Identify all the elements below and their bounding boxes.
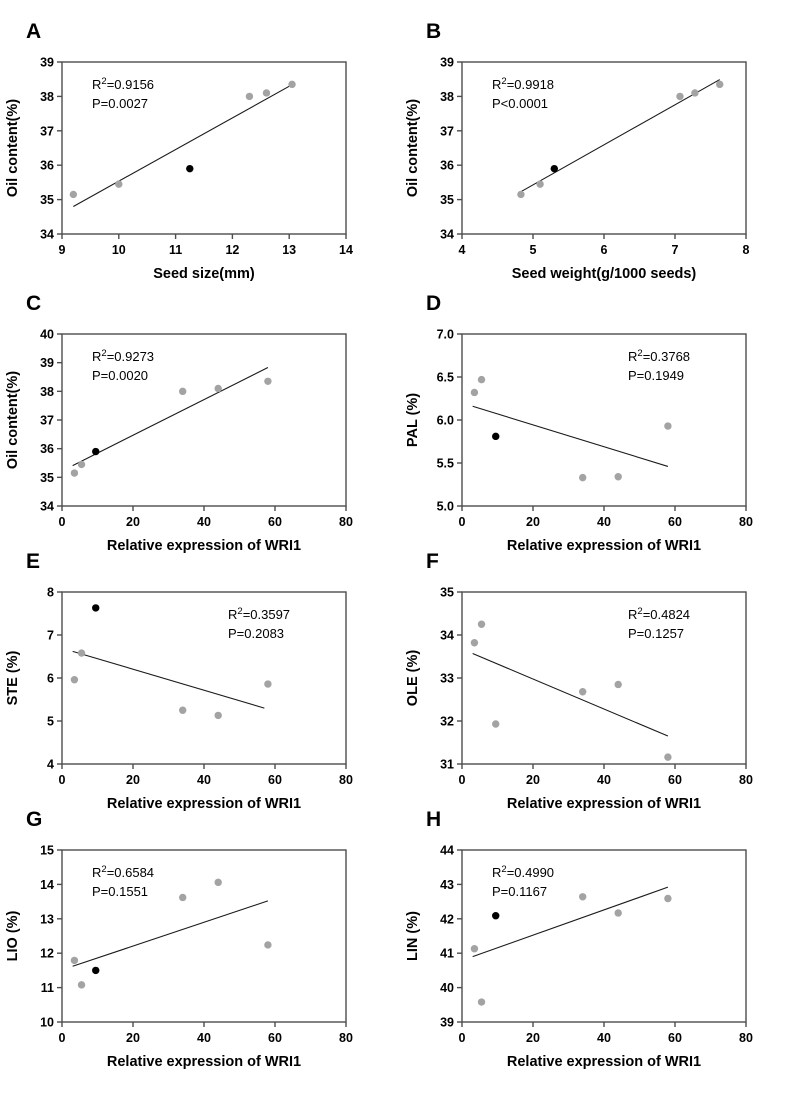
plot-frame: [462, 850, 746, 1022]
data-point-gray: [179, 388, 186, 395]
panel-letter-F: F: [426, 550, 439, 573]
stats-p-value: P=0.1551: [92, 884, 149, 899]
y-tick-label: 36: [40, 442, 54, 457]
data-point-gray: [115, 180, 122, 187]
x-tick-label: 80: [739, 515, 753, 529]
data-point-gray: [215, 879, 222, 886]
data-point-gray: [179, 894, 186, 901]
y-tick-label: 39: [440, 1015, 454, 1030]
y-tick-label: 42: [440, 912, 454, 927]
x-tick-label: 60: [668, 515, 682, 529]
panel-letter-H: H: [426, 808, 442, 831]
data-point-gray: [664, 422, 671, 429]
y-tick-label: 32: [440, 714, 454, 729]
stats-r-squared: $R^2=0.9273$: [92, 348, 155, 364]
stats-r-squared: $R^2=0.4824$: [628, 606, 691, 622]
stats-r-squared: $R^2=0.6584$: [92, 864, 155, 880]
x-tick-label: 11: [168, 243, 183, 257]
x-tick-label: 20: [126, 773, 140, 787]
chart-svg: [2, 320, 382, 566]
data-point-gray: [78, 981, 85, 988]
y-axis-label: Oil content(%): [5, 98, 21, 198]
y-tick-label: 5: [47, 714, 54, 729]
x-tick-label: 8: [742, 243, 750, 257]
y-tick-label: 39: [40, 55, 54, 70]
panel-B: [400, 14, 800, 286]
y-tick-label: 15: [40, 843, 54, 858]
data-point-gray: [288, 81, 295, 88]
x-tick-label: 20: [526, 773, 540, 787]
stats-r-squared: $R^2=0.4990$: [492, 864, 555, 880]
data-point-gray: [716, 81, 723, 88]
y-tick-label: 4: [47, 757, 54, 772]
y-tick-label: 38: [40, 384, 54, 399]
data-point-gray: [179, 707, 186, 714]
plot-frame: [62, 62, 346, 234]
y-tick-label: 6.5: [436, 370, 454, 385]
y-tick-label: 5.5: [436, 456, 454, 471]
data-point-black: [92, 967, 99, 974]
data-point-black: [186, 165, 193, 172]
panel-C: [0, 286, 400, 554]
plot-frame: [462, 334, 746, 506]
stats-p-value: P=0.1949: [628, 368, 685, 383]
y-tick-label: 33: [440, 671, 454, 686]
data-point-gray: [78, 649, 85, 656]
y-tick-label: 31: [440, 757, 454, 772]
y-tick-label: 34: [440, 628, 454, 643]
data-point-gray: [478, 376, 485, 383]
y-tick-label: 37: [40, 413, 54, 428]
panel-D: [400, 286, 800, 554]
data-point-gray: [264, 680, 271, 687]
x-axis-label: Seed size(mm): [153, 266, 255, 282]
data-point-black: [492, 912, 499, 919]
data-point-gray: [71, 469, 78, 476]
stats-r-squared: $R^2=0.9156$: [92, 76, 155, 92]
data-point-gray: [536, 180, 543, 187]
x-tick-label: 7: [671, 243, 679, 257]
x-tick-label: 6: [600, 243, 608, 257]
data-point-gray: [478, 998, 485, 1005]
x-tick-label: 60: [668, 1031, 682, 1045]
x-tick-label: 20: [526, 1031, 540, 1045]
chart-svg: [402, 320, 782, 566]
chart-svg: [2, 836, 382, 1082]
plot-frame: [62, 334, 346, 506]
regression-line: [73, 901, 268, 966]
panel-F: [400, 544, 800, 812]
x-tick-label: 5: [529, 243, 537, 257]
data-point-gray: [471, 639, 478, 646]
data-point-gray: [246, 93, 253, 100]
x-tick-label: 40: [597, 773, 611, 787]
y-tick-label: 34: [40, 227, 54, 242]
x-tick-label: 4: [458, 243, 466, 257]
y-tick-label: 37: [40, 124, 54, 139]
panel-chart-H: [402, 836, 800, 1087]
x-tick-label: 40: [197, 1031, 211, 1045]
stats-p-value: P=0.1167: [492, 884, 548, 899]
y-tick-label: 39: [440, 55, 454, 70]
panel-E: [0, 544, 400, 812]
y-tick-label: 8: [47, 585, 54, 600]
y-tick-label: 38: [40, 89, 54, 104]
y-axis-label: PAL (%): [405, 392, 421, 448]
panel-G: [0, 802, 400, 1092]
plot-frame: [462, 62, 746, 234]
data-point-gray: [471, 389, 478, 396]
regression-line: [521, 80, 720, 192]
panel-letter-B: B: [426, 20, 442, 43]
x-tick-label: 60: [268, 1031, 282, 1045]
stats-p-value: P=0.2083: [228, 626, 285, 641]
data-point-gray: [579, 893, 586, 900]
x-tick-label: 60: [668, 773, 682, 787]
x-axis-label: Relative expression of WRI1: [106, 796, 302, 812]
y-tick-label: 38: [440, 89, 454, 104]
y-tick-label: 11: [40, 981, 54, 996]
plot-frame: [462, 592, 746, 764]
x-tick-label: 0: [58, 515, 66, 529]
x-tick-label: 20: [126, 1031, 140, 1045]
x-tick-label: 40: [597, 1031, 611, 1045]
y-tick-label: 10: [40, 1015, 54, 1030]
x-tick-label: 14: [339, 243, 353, 257]
y-tick-label: 43: [440, 877, 454, 892]
data-point-gray: [70, 191, 77, 198]
panel-letter-E: E: [26, 550, 41, 573]
data-point-gray: [579, 474, 586, 481]
x-tick-label: 12: [225, 243, 240, 257]
x-tick-label: 40: [197, 515, 211, 529]
y-tick-label: 34: [440, 227, 454, 242]
data-point-gray: [691, 89, 698, 96]
regression-line: [473, 406, 668, 466]
data-point-gray: [615, 909, 622, 916]
y-axis-label: LIO (%): [5, 910, 21, 962]
x-axis-label: Relative expression of WRI1: [506, 796, 702, 812]
y-tick-label: 36: [440, 158, 454, 173]
x-tick-label: 0: [458, 515, 466, 529]
panel-letter-D: D: [426, 292, 442, 315]
panel-chart-E: [2, 578, 400, 829]
y-tick-label: 6.0: [436, 413, 454, 428]
y-tick-label: 35: [440, 193, 454, 208]
stats-r-squared: $R^2=0.9918$: [492, 76, 555, 92]
data-point-gray: [264, 378, 271, 385]
y-tick-label: 44: [440, 843, 454, 858]
stats-r-squared: $R^2=0.3597$: [228, 606, 291, 622]
x-tick-label: 10: [111, 243, 126, 257]
y-tick-label: 37: [440, 124, 454, 139]
panel-letter-A: A: [26, 20, 42, 43]
x-tick-label: 20: [126, 515, 140, 529]
x-tick-label: 60: [268, 773, 282, 787]
data-point-gray: [78, 461, 85, 468]
y-tick-label: 40: [440, 981, 454, 996]
y-tick-label: 41: [440, 946, 454, 961]
x-tick-label: 13: [282, 243, 297, 257]
panel-H: [400, 802, 800, 1092]
panel-letter-C: C: [26, 292, 42, 315]
y-tick-label: 35: [40, 470, 54, 485]
x-tick-label: 9: [58, 243, 66, 257]
x-tick-label: 80: [339, 515, 353, 529]
x-tick-label: 0: [58, 1031, 66, 1045]
y-tick-label: 12: [40, 946, 54, 961]
data-point-gray: [579, 688, 586, 695]
chart-svg: [402, 48, 782, 294]
x-tick-label: 80: [339, 1031, 353, 1045]
data-point-gray: [215, 712, 222, 719]
y-axis-label: Oil content(%): [405, 98, 421, 198]
panel-letter-G: G: [26, 808, 43, 831]
data-point-gray: [71, 957, 78, 964]
x-axis-label: Relative expression of WRI1: [506, 538, 702, 554]
chart-svg: [2, 48, 382, 294]
data-point-gray: [71, 676, 78, 683]
panel-chart-F: [402, 578, 800, 829]
data-point-black: [92, 604, 99, 611]
data-point-gray: [478, 621, 485, 628]
y-axis-label: Oil content(%): [5, 370, 21, 470]
y-tick-label: 7: [47, 628, 54, 643]
x-tick-label: 20: [526, 515, 540, 529]
x-tick-label: 0: [458, 1031, 466, 1045]
y-tick-label: 39: [40, 356, 54, 371]
stats-p-value: P<0.0001: [492, 96, 549, 111]
stats-p-value: P=0.0020: [92, 368, 149, 383]
x-tick-label: 0: [458, 773, 466, 787]
y-axis-label: STE (%): [5, 650, 21, 706]
data-point-gray: [676, 93, 683, 100]
data-point-black: [492, 433, 499, 440]
data-point-gray: [492, 720, 499, 727]
data-point-gray: [615, 473, 622, 480]
y-tick-label: 5.0: [436, 499, 454, 514]
y-axis-label: OLE (%): [405, 649, 421, 707]
panel-chart-C: [2, 320, 400, 571]
x-axis-label: Seed weight(g/1000 seeds): [511, 266, 697, 282]
chart-svg: [2, 578, 382, 824]
regression-line: [73, 651, 265, 708]
data-point-gray: [264, 941, 271, 948]
panel-chart-B: [402, 48, 800, 299]
y-tick-label: 6: [47, 671, 54, 686]
x-axis-label: Relative expression of WRI1: [506, 1054, 702, 1070]
x-tick-label: 40: [197, 773, 211, 787]
data-point-gray: [615, 681, 622, 688]
chart-svg: [402, 578, 782, 824]
x-tick-label: 60: [268, 515, 282, 529]
chart-svg: [402, 836, 782, 1082]
data-point-black: [551, 165, 558, 172]
x-tick-label: 40: [597, 515, 611, 529]
x-tick-label: 80: [339, 773, 353, 787]
panel-chart-D: [402, 320, 800, 571]
x-axis-label: Relative expression of WRI1: [106, 1054, 302, 1070]
regression-line: [473, 653, 668, 736]
y-tick-label: 13: [40, 912, 54, 927]
plot-frame: [62, 592, 346, 764]
y-axis-label: LIN (%): [405, 911, 421, 961]
plot-frame: [62, 850, 346, 1022]
x-tick-label: 0: [58, 773, 66, 787]
x-tick-label: 80: [739, 773, 753, 787]
stats-p-value: P=0.1257: [628, 626, 685, 641]
panel-chart-A: [2, 48, 400, 299]
data-point-gray: [263, 89, 270, 96]
x-tick-label: 80: [739, 1031, 753, 1045]
y-tick-label: 36: [40, 158, 54, 173]
data-point-gray: [664, 895, 671, 902]
x-axis-label: Relative expression of WRI1: [106, 538, 302, 554]
stats-r-squared: $R^2=0.3768$: [628, 348, 691, 364]
y-tick-label: 7.0: [436, 327, 454, 342]
data-point-gray: [664, 753, 671, 760]
data-point-gray: [215, 385, 222, 392]
stats-p-value: P=0.0027: [92, 96, 149, 111]
data-point-black: [92, 448, 99, 455]
y-tick-label: 14: [40, 877, 54, 892]
data-point-gray: [471, 945, 478, 952]
y-tick-label: 34: [40, 499, 54, 514]
panel-chart-G: [2, 836, 400, 1087]
y-tick-label: 35: [40, 193, 54, 208]
y-tick-label: 35: [440, 585, 454, 600]
data-point-gray: [517, 191, 524, 198]
y-tick-label: 40: [40, 327, 54, 342]
panel-A: [0, 14, 400, 286]
